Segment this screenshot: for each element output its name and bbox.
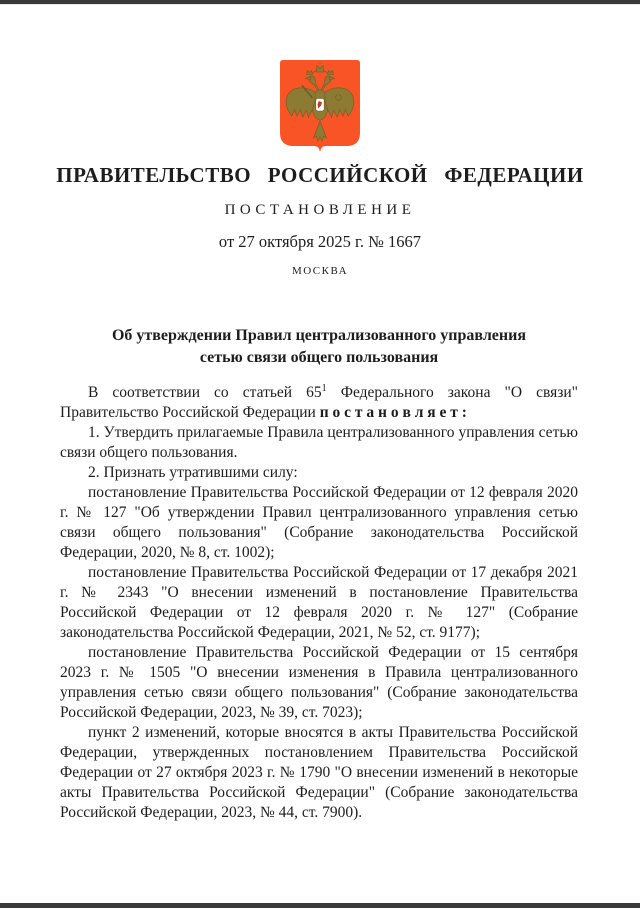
paragraph-repealed-act-2021-2343: постановление Правительства Российской Федерации от 17 декабря 2021 г. № 2343 "О внесении изменений в постановление Правительства Российской Федерации от 12 февраля 2020 г. № 127" (Собрание законодательства Российской Федерации, 2021, № 52, ст. 9177);: [60, 564, 578, 641]
paragraph-item-2: 2. Признать утратившими силу:: [88, 464, 298, 481]
paragraph-preamble: [60, 383, 578, 423]
document-body: [60, 383, 578, 823]
footnote-superscript: 1: [321, 382, 327, 394]
preamble-text-continued: Федерального закона "О связи" Правительство Российской Федерации: [60, 384, 578, 421]
preamble-text: В соответствии со статьей 65: [88, 384, 322, 401]
top-edge-bar: [0, 0, 640, 5]
decree-verb: п о с т а н о в л я е т :: [319, 404, 467, 421]
document-title-line2: сетью связи общего пользования: [199, 349, 439, 366]
bottom-edge-bar: [0, 903, 640, 908]
document-title-line1: Об утверждении Правил централизованного управления: [111, 327, 526, 344]
document-type: ПОСТАНОВЛЕНИЕ: [224, 202, 416, 218]
authority-name: ПРАВИТЕЛЬСТВО РОССИЙСКОЙ ФЕДЕРАЦИИ: [56, 163, 584, 187]
paragraph-repealed-act-2020-127: постановление Правительства Российской Федерации от 12 февраля 2020 г. № 127 "Об утверждении Правил централизованного управления сетью связи общего пользования" (Собрание законодательства Российской Федерации, 2020, № 8, ст. 1002);: [60, 484, 578, 561]
document-date-number: от 27 октября 2025 г. № 1667: [218, 232, 422, 251]
paragraph-repealed-act-2023-1505: постановление Правительства Российской Федерации от 15 сентября 2023 г. № 1505 "О внесении изменения в Правила централизованного управления сетью связи общего пользования" (Собрание законодательства Российской Федерации, 2023, № 39, ст. 7023);: [60, 644, 578, 721]
city-label: МОСКВА: [291, 265, 349, 277]
paragraph-item-1: 1. Утвердить прилагаемые Правила централизованного управления сетью связи общего пользования.: [60, 424, 578, 461]
coat-of-arms-icon: [279, 59, 361, 153]
document-title: [60, 325, 578, 369]
paragraph-repealed-act-2023-1790: пункт 2 изменений, которые вносятся в акты Правительства Российской Федерации, утвержденных постановлением Правительства Российской Федерации от 27 октября 2023 г. № 1790 "О внесении изменений в некоторые акты Правительства Российской Федерации" (Собрание законодательства Российской Федерации, 2023, № 44, ст. 7900).: [60, 724, 578, 821]
